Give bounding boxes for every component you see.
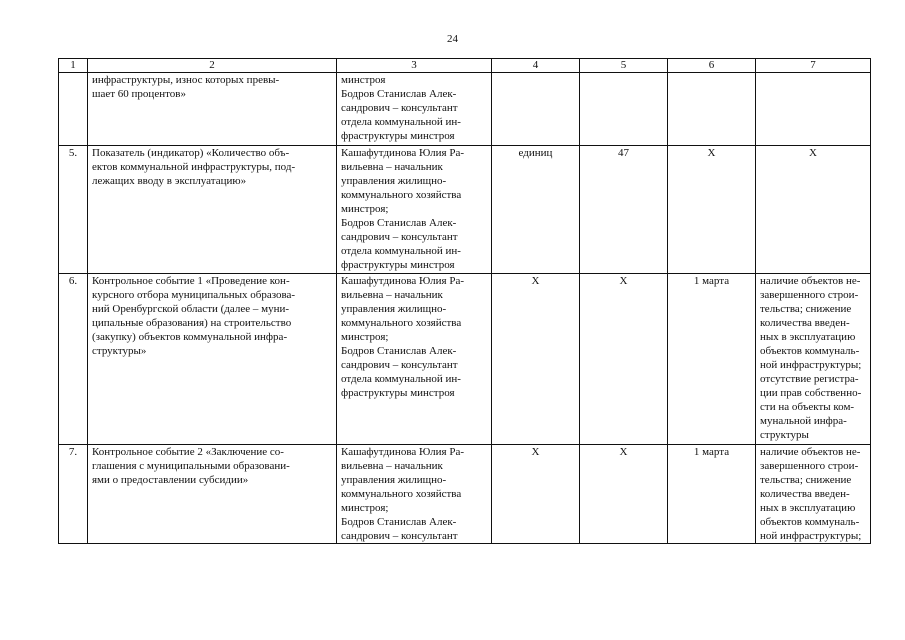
header-cell-1: 1 xyxy=(59,59,88,73)
table-row xyxy=(59,274,871,445)
risks-cell xyxy=(756,73,871,146)
row-number: 5. xyxy=(59,146,88,274)
value-cell: X xyxy=(580,274,668,445)
plan-table xyxy=(58,58,871,544)
page-number: 24 xyxy=(447,33,458,45)
indicator-name: Показатель (индикатор) «Количество объ- ектов коммунальной инфраструктуры, под- лежащих вводу в эксплуатацию» xyxy=(88,146,337,274)
risks-cell: X xyxy=(756,146,871,274)
table-row xyxy=(59,146,871,274)
risks-cell: наличие объектов не- завершенного строи- тельства; снижение количества введен- ных в эксплуатацию объектов коммуналь- ной инфраструктуры; xyxy=(756,445,871,544)
header-cell-7: 7 xyxy=(756,59,871,73)
value-cell: 47 xyxy=(580,146,668,274)
table-header-row xyxy=(59,59,871,73)
date-cell: X xyxy=(668,146,756,274)
unit-cell: X xyxy=(492,445,580,544)
unit-cell xyxy=(492,73,580,146)
indicator-name: инфраструктуры, износ которых превы- шает 60 процентов» xyxy=(88,73,337,146)
value-cell: X xyxy=(580,445,668,544)
date-cell: 1 марта xyxy=(668,274,756,445)
row-number: 7. xyxy=(59,445,88,544)
header-cell-5: 5 xyxy=(580,59,668,73)
header-cell-2: 2 xyxy=(88,59,337,73)
header-cell-3: 3 xyxy=(337,59,492,73)
responsible-person: минстроя Бодров Станислав Алек- сандрович – консультант отдела коммунальной ин- фраструктуры минстроя xyxy=(337,73,492,146)
table-row xyxy=(59,445,871,544)
header-cell-6: 6 xyxy=(668,59,756,73)
indicator-name: Контрольное событие 1 «Проведение кон- курсного отбора муниципальных образова- ний Оренбургской области (далее – муни- ципальные образования) на строительство (закупку) объектов коммунальной инфра- структуры» xyxy=(88,274,337,445)
table-row xyxy=(59,73,871,146)
responsible-person: Кашафутдинова Юлия Ра- вильевна – начальник управления жилищно- коммунального хозяйства минстроя; Бодров Станислав Алек- сандрович – консультант отдела коммунальной ин- фраструктуры минстроя xyxy=(337,146,492,274)
responsible-person: Кашафутдинова Юлия Ра- вильевна – начальник управления жилищно- коммунального хозяйства минстроя; Бодров Станислав Алек- сандрович – консультант xyxy=(337,445,492,544)
row-number xyxy=(59,73,88,146)
indicator-name: Контрольное событие 2 «Заключение со- глашения с муниципальными образовани- ями о предоставлении субсидии» xyxy=(88,445,337,544)
row-number: 6. xyxy=(59,274,88,445)
date-cell xyxy=(668,73,756,146)
responsible-person: Кашафутдинова Юлия Ра- вильевна – начальник управления жилищно- коммунального хозяйства минстроя; Бодров Станислав Алек- сандрович – консультант отдела коммунальной ин- фраструктуры минстроя xyxy=(337,274,492,445)
unit-cell: единиц xyxy=(492,146,580,274)
date-cell: 1 марта xyxy=(668,445,756,544)
header-cell-4: 4 xyxy=(492,59,580,73)
unit-cell: X xyxy=(492,274,580,445)
value-cell xyxy=(580,73,668,146)
risks-cell: наличие объектов не- завершенного строи- тельства; снижение количества введен- ных в эксплуатацию объектов коммуналь- ной инфраструктуры; отсутствие регистра- ции прав собственно- сти на объекты ком- мунальной инфра- структуры xyxy=(756,274,871,445)
